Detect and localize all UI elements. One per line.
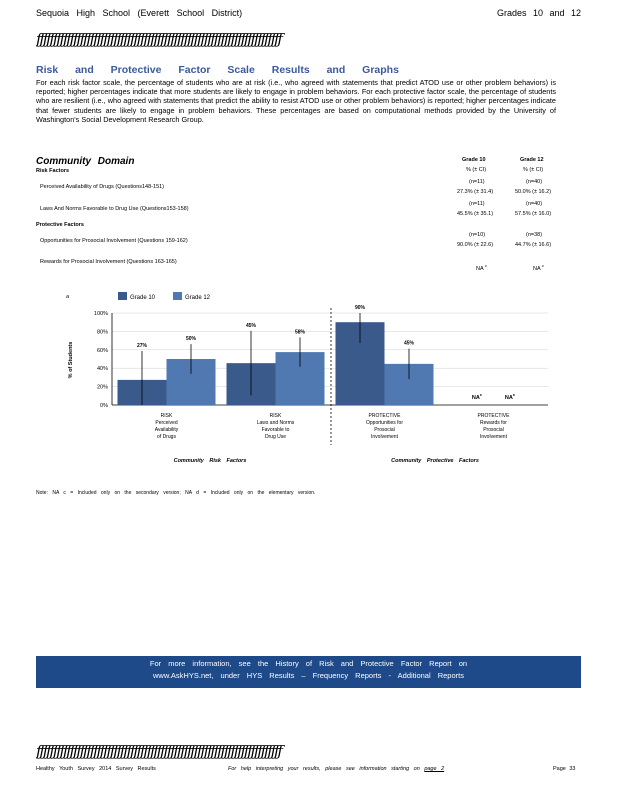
footer-help-text: For help interpreting your results, please see information starting on [228,766,420,772]
category-label: PROTECTIVE [477,413,510,419]
category-label: Favorable to [261,427,290,433]
category-label: RISK [160,413,173,419]
y-tick-label: 20% [96,384,108,391]
school-name: Sequoia High School (Everett School District) [36,8,243,18]
footer-left: Healthy Youth Survey 2014 Survey Results [36,766,156,772]
category-label: Availability [154,427,179,433]
section-title: Risk and Protective Factor Scale Results and Graphs [36,64,399,76]
bar-na-label: $NA^c$ [504,392,516,401]
row-v10: 27.3% (± 31.4) [457,189,494,195]
row-v12: 44.7% (± 16.6) [515,242,552,248]
legend-label-grade10: Grade 10 [130,295,156,301]
bar-value-label: 50% [185,336,197,343]
category-label: Perceived [155,420,178,426]
category-label: Opportunities for [366,420,403,426]
legend-marker: a [66,294,70,300]
group-label-risk: Community Risk Factors [173,458,247,464]
category-label: of Drugs [157,434,176,440]
bar-value-label: 90% [354,305,366,311]
protective-factors-label: Protective Factors [36,222,84,228]
bar-value-label: 58% [294,329,306,336]
category-label: Drug Use [264,434,287,440]
row-label: Perceived Availability of Drugs (Questions148-151) [40,184,165,190]
col-sub-grade10: % (± CI) [466,167,487,173]
row-v12: 50.0% (± 16.2) [515,189,552,195]
more-info-box [36,656,581,688]
bar-value-label: 27% [136,342,148,349]
row-n12: (n=38) [526,232,543,238]
bar-value-label: 45% [245,322,257,329]
category-label: Prosocial [374,427,395,433]
row-v10: 90.0% (± 22.6) [457,242,494,248]
domain-title: Community Domain [36,156,135,167]
group-label-protective: Community Protective Factors [391,458,479,464]
legend-swatch-grade10 [118,292,127,300]
category-label: Rewards for [480,420,507,426]
info-line-1: For more information, see the History of Risk and Protective Factor Report on [149,659,468,668]
col-sub-grade12: % (± CI) [523,167,544,173]
y-axis-label: % of Students [68,341,74,379]
row-n10: (n=11) [469,201,485,207]
y-tick-label: 60% [96,347,108,354]
risk-factors-label: Risk Factors [36,168,70,174]
category-label: Involvement [371,434,398,440]
row-v12: 57.5% (± 16.0) [515,211,552,217]
y-tick-label: 100% [93,311,108,317]
header-decoration: ƒƒƒƒƒƒƒƒƒƒƒƒƒƒƒƒƒƒƒƒƒƒƒƒƒƒƒƒƒƒƒƒƒƒƒƒƒƒƒƒƒƒƒƒƒƒƒƒƒƒƒƒƒƒƒƒƒƒƒƒƒƒƒƒƒƒƒƒƒƒƒƒƒ [36,30,281,48]
info-line-2[interactable]: www.AskHYS.net, under HYS Results – Frequency Reports - Additional Reports [153,671,464,680]
footer-page-link[interactable]: page 2 [424,766,445,772]
y-tick-label: 40% [96,366,108,373]
footer-decoration: ƒƒƒƒƒƒƒƒƒƒƒƒƒƒƒƒƒƒƒƒƒƒƒƒƒƒƒƒƒƒƒƒƒƒƒƒƒƒƒƒƒƒƒƒƒƒƒƒƒƒƒƒƒƒƒƒƒƒƒƒƒƒƒƒƒƒƒƒƒƒƒƒƒ [36,742,281,760]
grades-label: Grades 10 and 12 [497,8,582,18]
footer-help [228,766,444,772]
y-tick-label: 0% [100,403,108,409]
bar-na-sup: c [479,392,483,397]
bar-value-label: 45% [403,340,415,347]
col-grade10: Grade 10 [462,157,486,163]
row-na12: NA $^c$ [533,263,544,272]
row-v10: 45.5% (± 35.1) [457,211,494,217]
version-note: Note: NA c = Included only on the secondary version; NA d = Included only on the elementary version. [36,490,316,496]
row-label: Opportunities for Prosocial Involvement (Questions 159-162) [40,238,188,244]
row-label: Rewards for Prosocial Involvement (Questions 163-165) [40,259,177,265]
row-n10: (n=11) [469,179,485,185]
y-tick-label: 80% [96,329,108,336]
row-n12: (n=40) [526,179,543,185]
row-na10: NA $^c$ [476,263,487,272]
category-label: RISK [269,413,282,419]
footer-page-number: Page 33 [553,766,576,772]
category-label: Prosocial [483,427,504,433]
bar-na-sup: c [512,392,516,397]
intro-paragraph: For each risk factor scale, the percentage of students who are at risk (i.e., who agreed with statements that predict ATOD use or other problem behaviors) is reported; higher percentages indicate that more students are likely to engage in problem behaviors. For each protective factor scale, the percentage of students who are resilient (i.e., who agreed with statements that predict the ability to resist ATOD use or other problem behaviors) is reported; higher percentages indicate that fewer students are likely to engage in problem behaviors. These percentages are based on computational methods provided by the University of Washington's Social Development Research Group. [36,78,556,124]
category-label: Laws and Norms [256,420,295,426]
row-n10: (n=10) [469,232,486,238]
legend-swatch-grade12 [173,292,182,300]
category-label: Involvement [480,434,507,440]
row-label: Laws And Norms Favorable to Drug Use (Questions153-158) [40,206,189,212]
legend-label-grade12: Grade 12 [185,295,211,301]
row-n12: (n=40) [526,201,543,207]
bar-na-label: $NA^c$ [471,392,483,401]
category-label: PROTECTIVE [368,413,401,419]
col-grade12: Grade 12 [520,157,544,163]
